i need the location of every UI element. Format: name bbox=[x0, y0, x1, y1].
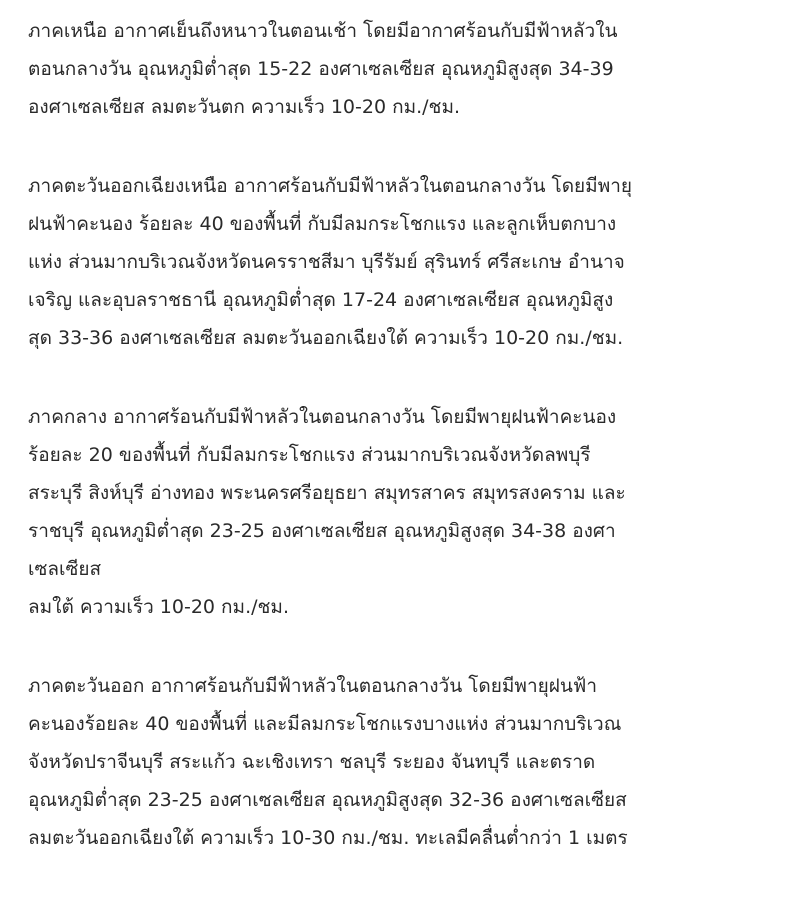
text-line: ลมตะวันออกเฉียงใต้ ความเร็ว 10-30 กม./ชม. ทะเลมีคลื่นต่ำกว่า 1 เมตร bbox=[28, 827, 628, 849]
text-line: เจริญ และอุบลราชธานี อุณหภูมิต่ำสุด 17-24 องศาเซลเซียส อุณหภูมิสูง bbox=[28, 289, 614, 311]
text-line: ร้อยละ 20 ของพื้นที่ กับมีลมกระโชกแรง ส่วนมากบริเวณจังหวัดลพบุรี bbox=[28, 444, 591, 466]
text-line: ฝนฟ้าคะนอง ร้อยละ 40 ของพื้นที่ กับมีลมกระโชกแรง และลูกเห็บตกบาง bbox=[28, 213, 617, 235]
text-line: จังหวัดปราจีนบุรี สระแก้ว ฉะเชิงเทรา ชลบุรี ระยอง จันทบุรี และตราด bbox=[28, 751, 596, 773]
text-line: ภาคเหนือ อากาศเย็นถึงหนาวในตอนเช้า โดยมีอากาศร้อนกับมีฟ้าหลัวใน bbox=[28, 20, 618, 42]
text-line: แห่ง ส่วนมากบริเวณจังหวัดนครราชสีมา บุรีรัมย์ สุรินทร์ ศรีสะเกษ อำนาจ bbox=[28, 251, 625, 273]
paragraph-east bbox=[28, 667, 788, 857]
text-line: อุณหภูมิต่ำสุด 23-25 องศาเซลเซียส อุณหภูมิสูงสุด 32-36 องศาเซลเซียส bbox=[28, 789, 627, 811]
paragraph-north bbox=[28, 12, 788, 126]
text-line: ภาคตะวันออก อากาศร้อนกับมีฟ้าหลัวในตอนกลางวัน โดยมีพายุฝนฟ้า bbox=[28, 675, 597, 697]
text-line: ลมใต้ ความเร็ว 10-20 กม./ชม. bbox=[28, 596, 289, 618]
text-line: องศาเซลเซียส ลมตะวันตก ความเร็ว 10-20 กม./ชม. bbox=[28, 96, 461, 118]
text-line: ราชบุรี อุณหภูมิต่ำสุด 23-25 องศาเซลเซียส อุณหภูมิสูงสุด 34-38 องศา bbox=[28, 520, 616, 542]
text-line: สุด 33-36 องศาเซลเซียส ลมตะวันออกเฉียงใต้ ความเร็ว 10-20 กม./ชม. bbox=[28, 327, 624, 349]
text-line: ภาคตะวันออกเฉียงเหนือ อากาศร้อนกับมีฟ้าหลัวในตอนกลางวัน โดยมีพายุ bbox=[28, 175, 633, 197]
paragraph-northeast bbox=[28, 167, 788, 357]
text-line: ตอนกลางวัน อุณหภูมิต่ำสุด 15-22 องศาเซลเซียส อุณหภูมิสูงสุด 34-39 bbox=[28, 58, 614, 80]
weather-forecast-article bbox=[28, 12, 788, 898]
text-line: คะนองร้อยละ 40 ของพื้นที่ และมีลมกระโชกแรงบางแห่ง ส่วนมากบริเวณ bbox=[28, 713, 622, 735]
text-line: สระบุรี สิงห์บุรี อ่างทอง พระนครศรีอยุธยา สมุทรสาคร สมุทรสงคราม และ bbox=[28, 482, 626, 504]
text-line: ภาคกลาง อากาศร้อนกับมีฟ้าหลัวในตอนกลางวัน โดยมีพายุฝนฟ้าคะนอง bbox=[28, 406, 617, 428]
paragraph-central bbox=[28, 398, 788, 626]
text-line: เซลเซียส bbox=[28, 558, 102, 580]
